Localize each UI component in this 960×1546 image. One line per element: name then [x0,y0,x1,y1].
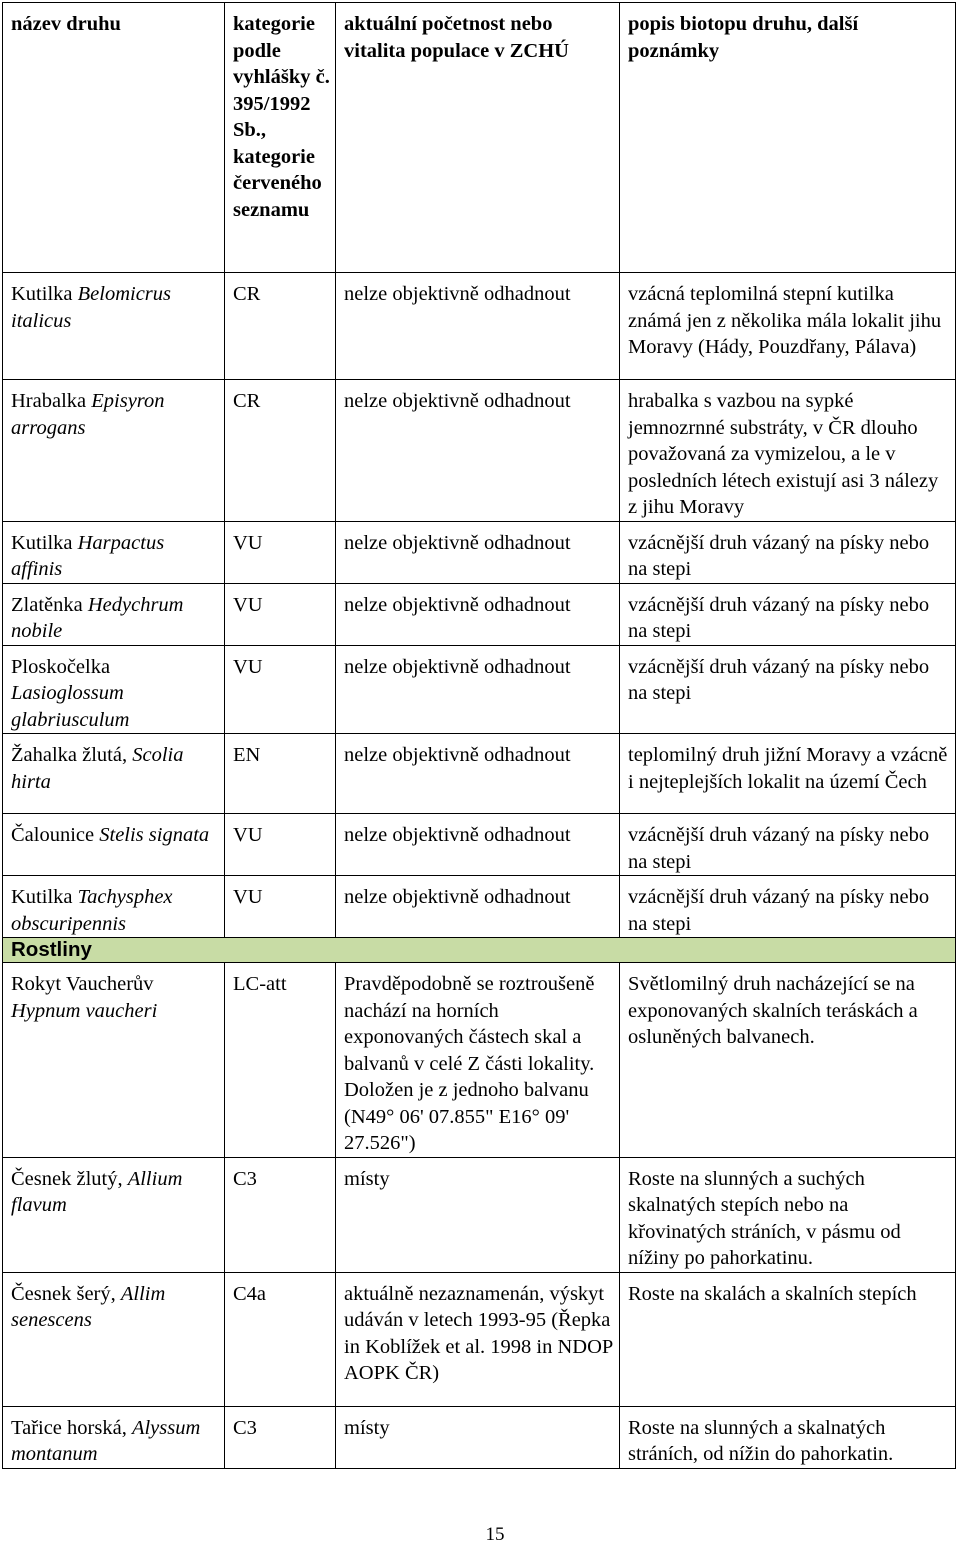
species-name-cell [3,645,225,734]
population-cell: Pravděpodobně se roztroušeně nachází na horních exponovaných částech skal a balvanů v celé Z části lokality. Doložen je z jednoho balvanu (N49° 06' 07.855" E16° 09' 27.526") [336,963,620,1158]
latin-name: Alyssum montanum [11,1416,201,1465]
table-row [3,876,956,938]
population-cell: nelze objektivně odhadnout [336,380,620,522]
table-row [3,814,956,876]
habitat-cell: vzácnější druh vázaný na písky nebo na stepi [620,814,956,876]
population-cell: aktuálně nezaznamenán, výskyt udáván v letech 1993-95 (Řepka in Koblížek et al. 1998 in NDOP AOPK ČR) [336,1272,620,1406]
section-label: Rostliny [3,938,956,963]
species-name-cell [3,1272,225,1406]
population-cell: nelze objektivně odhadnout [336,645,620,734]
habitat-cell: Světlomilný druh nacházející se na exponovaných skalních teráskách a osluněných balvanech. [620,963,956,1158]
table-row [3,645,956,734]
common-name: Zlatěnka [11,593,83,616]
habitat-cell: teplomilný druh jižní Moravy a vzácně i nejteplejších lokalit na území Čech [620,734,956,814]
population-cell: nelze objektivně odhadnout [336,876,620,938]
common-name: Kutilka [11,283,73,305]
species-name-cell [3,273,225,380]
population-cell: místy [336,1406,620,1468]
category-cell: C3 [225,1406,336,1468]
common-name: Kutilka [11,531,73,554]
latin-name: Tachysphex obscuripennis [11,886,173,935]
population-cell: nelze objektivně odhadnout [336,273,620,380]
table-row [3,521,956,583]
species-name-cell [3,583,225,645]
latin-name: Scolia hirta [11,744,184,793]
habitat-cell: Roste na skalách a skalních stepích [620,1272,956,1406]
page-number: 15 [485,1524,505,1545]
species-table [2,2,956,1469]
common-name: Čalounice [11,824,95,846]
common-name: Rokyt Vaucherův [11,973,154,995]
latin-name: Allium flavum [11,1167,183,1216]
table-row [3,273,956,380]
table-row [3,1406,956,1468]
table-row [3,1272,956,1406]
common-name: Česnek žlutý, [11,1167,123,1190]
category-cell: C3 [225,1157,336,1272]
category-cell: VU [225,876,336,938]
category-cell: VU [225,814,336,876]
header-species: název druhu [3,3,225,273]
species-name-cell [3,814,225,876]
header-population: aktuální početnost nebo vitalita populace v ZCHÚ [336,3,620,273]
habitat-cell: hrabalka s vazbou na sypké jemnozrnné substráty, v ČR dlouho považovaná za vymizelou, a le v posledních létech existují asi 3 nálezy z jihu Moravy [620,380,956,522]
common-name: Ploskočelka [11,655,111,678]
latin-name: Belomicrus italicus [11,283,171,332]
common-name: Kutilka [11,886,73,908]
table-row [3,380,956,522]
latin-name: Harpactus affinis [11,531,165,580]
common-name: Česnek šerý, [11,1282,116,1305]
population-cell: nelze objektivně odhadnout [336,734,620,814]
category-cell: VU [225,645,336,734]
species-name-cell [3,876,225,938]
habitat-cell: Roste na slunných a suchých skalnatých stepích nebo na křovinatých stráních, v pásmu od nížiny po pahorkatinu. [620,1157,956,1272]
common-name: Hrabalka [11,390,87,412]
category-cell: CR [225,380,336,522]
category-cell: LC-att [225,963,336,1158]
latin-name: Hedychrum nobile [11,593,184,642]
header-category: kategorie podle vyhlášky č. 395/1992 Sb., kategorie červeného seznamu [225,3,336,273]
population-cell: místy [336,1157,620,1272]
section-row [3,938,956,963]
species-name-cell [3,963,225,1158]
latin-name: Episyron arrogans [11,390,165,439]
table-row [3,583,956,645]
population-cell: nelze objektivně odhadnout [336,521,620,583]
category-cell: C4a [225,1272,336,1406]
header-row [3,3,956,273]
habitat-cell: Roste na slunných a skalnatých stráních, od nížin do pahorkatin. [620,1406,956,1468]
header-habitat: popis biotopu druhu, další poznámky [620,3,956,273]
table-row [3,734,956,814]
table-row [3,963,956,1158]
species-name-cell [3,734,225,814]
common-name: Žahalka žlutá, [11,744,128,766]
habitat-cell: vzácnější druh vázaný na písky nebo na stepi [620,583,956,645]
latin-name: Stelis signata [99,824,210,846]
latin-name: Hypnum vaucheri [11,999,158,1022]
habitat-cell: vzácnější druh vázaný na písky nebo na stepi [620,645,956,734]
species-name-cell [3,1157,225,1272]
category-cell: CR [225,273,336,380]
category-cell: VU [225,521,336,583]
species-name-cell [3,521,225,583]
category-cell: VU [225,583,336,645]
habitat-cell: vzácná teplomilná stepní kutilka známá jen z několika mála lokalit jihu Moravy (Hády, Pouzdřany, Pálava) [620,273,956,380]
habitat-cell: vzácnější druh vázaný na písky nebo na stepi [620,521,956,583]
population-cell: nelze objektivně odhadnout [336,814,620,876]
category-cell: EN [225,734,336,814]
latin-name: Allim senescens [11,1282,166,1331]
population-cell: nelze objektivně odhadnout [336,583,620,645]
habitat-cell: vzácnější druh vázaný na písky nebo na stepi [620,876,956,938]
latin-name: Lasioglossum glabriusculum [11,682,130,731]
common-name: Tařice horská, [11,1416,127,1439]
species-name-cell [3,1406,225,1468]
species-name-cell [3,380,225,522]
table-row [3,1157,956,1272]
